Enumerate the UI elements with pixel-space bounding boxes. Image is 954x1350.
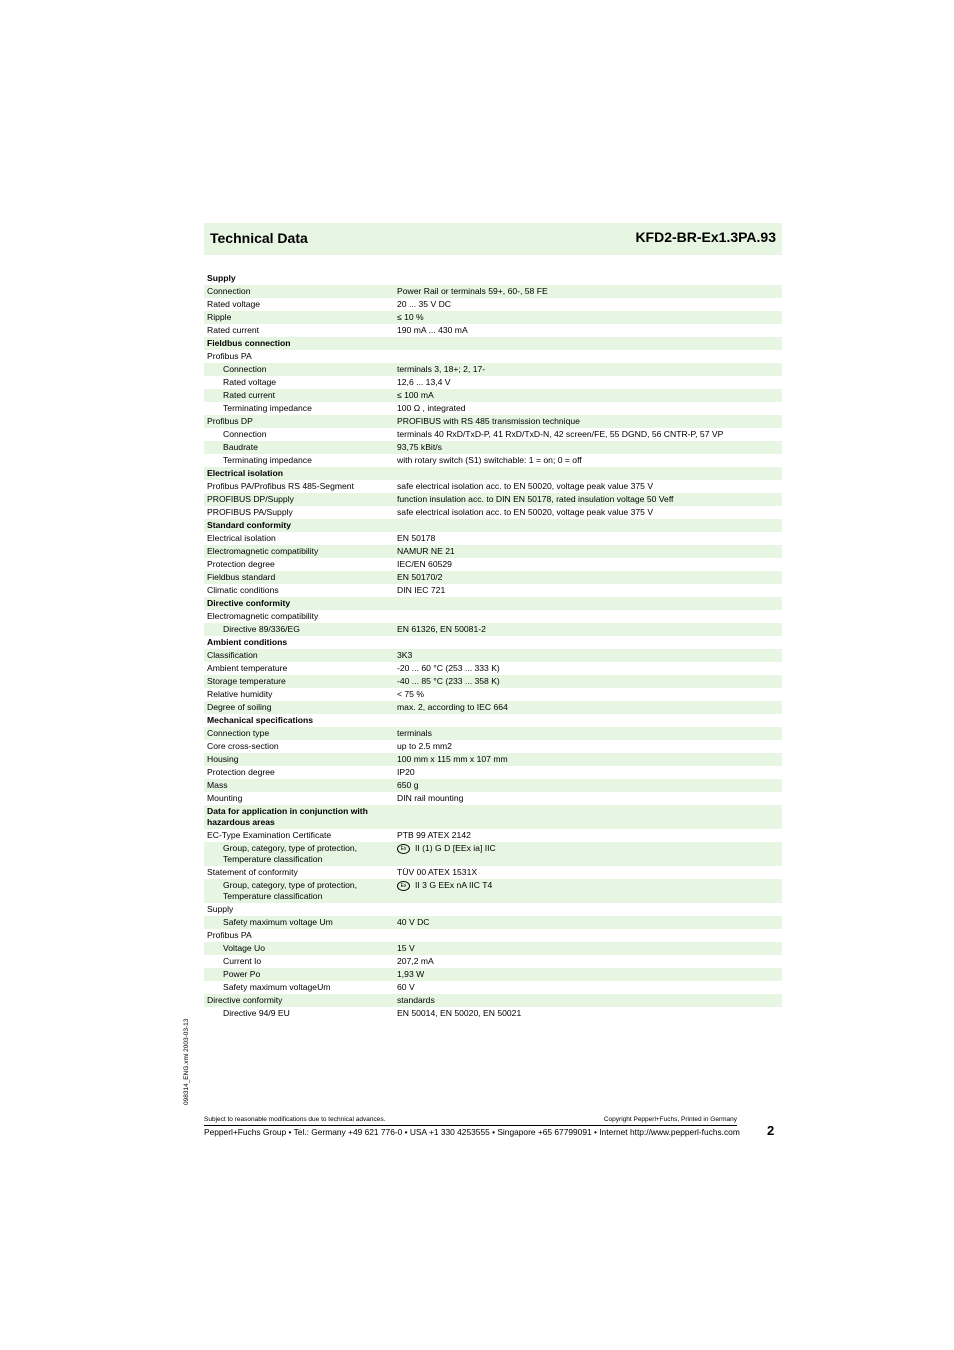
- table-row: [204, 714, 782, 727]
- table-row: [204, 298, 782, 311]
- spec-value: 40 V DC: [397, 917, 430, 927]
- table-row: [204, 558, 782, 571]
- footer-divider: [204, 1125, 737, 1126]
- spec-label: Fieldbus connection: [207, 338, 291, 348]
- table-row: [204, 968, 782, 981]
- spec-label: Rated voltage: [223, 377, 277, 387]
- table-row: [204, 903, 782, 916]
- spec-label: Ripple: [207, 312, 232, 322]
- spec-label: Safety maximum voltageUm: [223, 982, 331, 992]
- spec-label: Data for application in conjunction with hazardous areas: [207, 806, 368, 827]
- spec-label: Degree of soiling: [207, 702, 272, 712]
- table-row: [204, 649, 782, 662]
- table-row: [204, 324, 782, 337]
- table-row: [204, 805, 782, 829]
- spec-value: standards: [397, 995, 435, 1005]
- spec-label: Profibus DP: [207, 416, 253, 426]
- spec-value: -20 ... 60 °C (253 ... 333 K): [397, 663, 500, 673]
- spec-value: < 75 %: [397, 689, 424, 699]
- spec-value: ≤ 100 mA: [397, 390, 434, 400]
- spec-label: Ambient conditions: [207, 637, 288, 647]
- table-row: [204, 636, 782, 649]
- spec-label: Power Po: [223, 969, 261, 979]
- spec-label: Safety maximum voltage Um: [223, 917, 333, 927]
- spec-value: function insulation acc. to DIN EN 50178, rated insulation voltage 50 Veff: [397, 494, 674, 504]
- spec-value-text: II 3 G EEx nA IIC T4: [415, 880, 493, 890]
- table-row: [204, 311, 782, 324]
- spec-label: Group, category, type of protection, Temperature classification: [223, 880, 358, 901]
- table-row: [204, 753, 782, 766]
- spec-value: [397, 880, 782, 891]
- spec-value: ≤ 10 %: [397, 312, 424, 322]
- ex-mark-icon: Ex: [397, 881, 410, 891]
- table-row: [204, 727, 782, 740]
- spec-value: PTB 99 ATEX 2142: [397, 830, 471, 840]
- table-row: [204, 519, 782, 532]
- spec-value: 15 V: [397, 943, 415, 953]
- table-row: [204, 480, 782, 493]
- spec-value: DIN IEC 721: [397, 585, 446, 595]
- spec-value: DIN rail mounting: [397, 793, 464, 803]
- spec-label: Voltage Uo: [223, 943, 266, 953]
- spec-label: Supply: [207, 273, 236, 283]
- table-row: [204, 916, 782, 929]
- document-code: 098314_ENG.xml 2003-03-13: [183, 1018, 190, 1105]
- spec-label: Statement of conformity: [207, 867, 298, 877]
- table-row: [204, 981, 782, 994]
- table-row: [204, 350, 782, 363]
- table-row: [204, 454, 782, 467]
- table-row: [204, 662, 782, 675]
- spec-label: Rated current: [207, 325, 260, 335]
- spec-value: 190 mA ... 430 mA: [397, 325, 468, 335]
- table-row: [204, 766, 782, 779]
- spec-label: Connection: [223, 364, 267, 374]
- spec-label: Connection: [223, 429, 267, 439]
- spec-value: EN 50170/2: [397, 572, 443, 582]
- spec-value: 100 Ω , integrated: [397, 403, 466, 413]
- footer-note: Subject to reasonable modifications due to technical advances.: [204, 1116, 386, 1123]
- spec-label: Electromagnetic compatibility: [207, 611, 319, 621]
- spec-label: Mounting: [207, 793, 243, 803]
- spec-value: 93,75 kBit/s: [397, 442, 442, 452]
- table-row: [204, 467, 782, 480]
- spec-label: Directive 94/9 EU: [223, 1008, 290, 1018]
- spec-label: Protection degree: [207, 767, 275, 777]
- spec-label: Profibus PA: [207, 930, 252, 940]
- spec-value: 100 mm x 115 mm x 107 mm: [397, 754, 508, 764]
- table-row: [204, 493, 782, 506]
- spec-label: Terminating impedance: [223, 455, 312, 465]
- spec-value: TÜV 00 ATEX 1531X: [397, 867, 478, 877]
- table-row: [204, 829, 782, 842]
- spec-label: PROFIBUS PA/Supply: [207, 507, 293, 517]
- table-row: [204, 740, 782, 753]
- spec-value: 3K3: [397, 650, 413, 660]
- table-row: [204, 363, 782, 376]
- spec-value: EN 50178: [397, 533, 436, 543]
- spec-label: Core cross-section: [207, 741, 279, 751]
- page-number: 2: [767, 1123, 775, 1138]
- spec-label: Storage temperature: [207, 676, 286, 686]
- spec-value: up to 2.5 mm2: [397, 741, 452, 751]
- table-row: [204, 272, 782, 285]
- spec-value: IP20: [397, 767, 415, 777]
- spec-value: max. 2, according to IEC 664: [397, 702, 508, 712]
- table-row: [204, 441, 782, 454]
- table-row: [204, 701, 782, 714]
- footer-contact: Pepperl+Fuchs Group • Tel.: Germany +49 621 776-0 • USA +1 330 4253555 • Singapore +65 67799091 • Internet http://www.pepperl-fuchs.com: [204, 1127, 740, 1137]
- table-row: [204, 402, 782, 415]
- spec-label: Profibus PA/Profibus RS 485-Segment: [207, 481, 354, 491]
- spec-value: terminals 3, 18+; 2, 17-: [397, 364, 486, 374]
- table-row: [204, 942, 782, 955]
- table-row: [204, 415, 782, 428]
- spec-label: Rated current: [223, 390, 276, 400]
- table-row: [204, 879, 782, 903]
- spec-label: Ambient temperature: [207, 663, 288, 673]
- spec-label: Connection: [207, 286, 251, 296]
- table-row: [204, 688, 782, 701]
- table-row: [204, 376, 782, 389]
- table-row: [204, 779, 782, 792]
- spec-value: safe electrical isolation acc. to EN 50020, voltage peak value 375 V: [397, 507, 654, 517]
- page-title: Technical Data: [210, 230, 308, 246]
- table-row: [204, 597, 782, 610]
- table-row: [204, 610, 782, 623]
- spec-value: EN 50014, EN 50020, EN 50021: [397, 1008, 522, 1018]
- table-row: [204, 428, 782, 441]
- table-row: [204, 866, 782, 879]
- table-row: [204, 842, 782, 866]
- spec-label: Rated voltage: [207, 299, 261, 309]
- spec-value: with rotary switch (S1) switchable: 1 = on; 0 = off: [397, 455, 582, 465]
- table-row: [204, 1007, 782, 1020]
- spec-label: Directive conformity: [207, 598, 291, 608]
- spec-label: Terminating impedance: [223, 403, 312, 413]
- table-row: [204, 792, 782, 805]
- footer-copyright: Copyright Pepperl+Fuchs, Printed in Germany: [603, 1116, 737, 1123]
- table-row: [204, 285, 782, 298]
- spec-table: [204, 272, 782, 1020]
- spec-value: 12,6 ... 13,4 V: [397, 377, 451, 387]
- spec-label: Protection degree: [207, 559, 275, 569]
- spec-label: Mechanical specifications: [207, 715, 314, 725]
- model-number: KFD2-BR-Ex1.3PA.93: [635, 229, 776, 245]
- spec-label: Mass: [207, 780, 228, 790]
- spec-label: Relative humidity: [207, 689, 273, 699]
- table-row: [204, 675, 782, 688]
- spec-label: Group, category, type of protection, Temperature classification: [223, 843, 358, 864]
- table-row: [204, 623, 782, 636]
- spec-label: Climatic conditions: [207, 585, 279, 595]
- spec-label: Classification: [207, 650, 258, 660]
- spec-value: safe electrical isolation acc. to EN 50020, voltage peak value 375 V: [397, 481, 654, 491]
- spec-label: Profibus PA: [207, 351, 252, 361]
- table-row: [204, 389, 782, 402]
- spec-label: Directive conformity: [207, 995, 283, 1005]
- table-row: [204, 929, 782, 942]
- spec-value: IEC/EN 60529: [397, 559, 452, 569]
- spec-value: terminals 40 RxD/TxD-P, 41 RxD/TxD-N, 42 screen/FE, 55 DGND, 56 CNTR-P, 57 VP: [397, 429, 724, 439]
- spec-value-text: II (1) G D [EEx ia] IIC: [415, 843, 496, 853]
- spec-label: Electrical isolation: [207, 533, 276, 543]
- spec-label: Electromagnetic compatibility: [207, 546, 319, 556]
- table-row: [204, 545, 782, 558]
- ex-mark-icon: Ex: [397, 844, 410, 854]
- spec-value: PROFIBUS with RS 485 transmission technique: [397, 416, 580, 426]
- spec-label: Electrical isolation: [207, 468, 283, 478]
- spec-value: 20 ... 35 V DC: [397, 299, 451, 309]
- table-row: [204, 532, 782, 545]
- spec-label: PROFIBUS DP/Supply: [207, 494, 294, 504]
- spec-value: terminals: [397, 728, 432, 738]
- table-row: [204, 506, 782, 519]
- table-row: [204, 337, 782, 350]
- spec-label: Housing: [207, 754, 239, 764]
- spec-value: -40 ... 85 °C (233 ... 358 K): [397, 676, 500, 686]
- spec-value: 1,93 W: [397, 969, 425, 979]
- spec-value: Power Rail or terminals 59+, 60-, 58 FE: [397, 286, 548, 296]
- spec-label: Baudrate: [223, 442, 258, 452]
- spec-label: Directive 89/336/EG: [223, 624, 300, 634]
- table-row: [204, 955, 782, 968]
- spec-label: EC-Type Examination Certificate: [207, 830, 332, 840]
- header-bar: [204, 223, 782, 255]
- spec-value: 60 V: [397, 982, 415, 992]
- spec-label: Current Io: [223, 956, 262, 966]
- table-row: [204, 571, 782, 584]
- spec-label: Fieldbus standard: [207, 572, 276, 582]
- spec-label: Standard conformity: [207, 520, 292, 530]
- spec-value: [397, 843, 782, 854]
- spec-value: EN 61326, EN 50081-2: [397, 624, 486, 634]
- spec-value: 207,2 mA: [397, 956, 434, 966]
- spec-label: Supply: [207, 904, 234, 914]
- table-row: [204, 994, 782, 1007]
- spec-label: Connection type: [207, 728, 270, 738]
- spec-value: 650 g: [397, 780, 419, 790]
- spec-value: NAMUR NE 21: [397, 546, 455, 556]
- table-row: [204, 584, 782, 597]
